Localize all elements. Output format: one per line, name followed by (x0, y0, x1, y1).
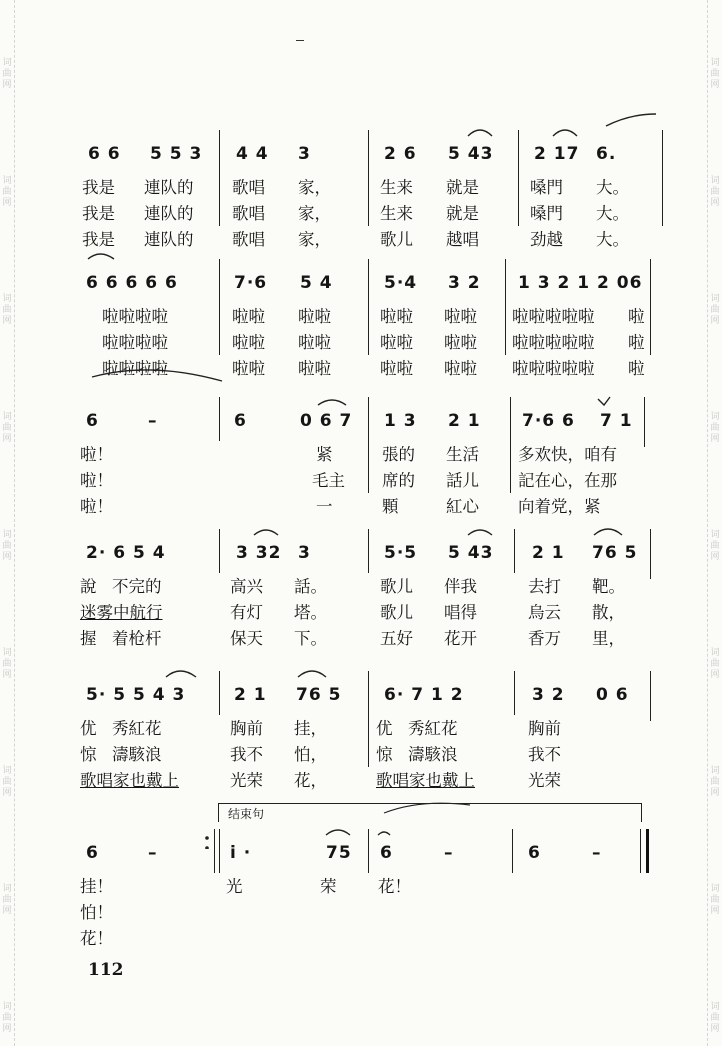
watermark-text: 词 曲 网 (2, 176, 12, 208)
note-group: 6 (86, 411, 99, 431)
note-group: 5 4 (300, 273, 333, 293)
note-group: – (592, 843, 602, 863)
lyric-line (0, 200, 722, 224)
lyric-word: 里， (592, 629, 625, 648)
lyric-word: 連队的 (144, 230, 194, 249)
note-group: 3 32 (236, 543, 282, 563)
lyric-word: 胸前 (230, 719, 263, 738)
watermark-text: 词 曲 网 (710, 1002, 720, 1034)
lyric-word: 下。 (294, 629, 327, 648)
note-group: 5·4 (384, 273, 418, 293)
note-group: 2 1 (448, 411, 481, 431)
slurs-ties (0, 641, 722, 691)
watermark-text: 词 曲 网 (710, 766, 720, 798)
lyric-word: 挂！ (80, 877, 113, 896)
lyric-word: 啦啦 (380, 333, 413, 352)
lyric-word: 大。 (596, 178, 629, 197)
lyric-line (0, 715, 722, 739)
lyric-word: 啦啦 (298, 307, 331, 326)
lyric-word: 向着党，紧 (518, 497, 601, 516)
note-group: 6. (596, 144, 617, 164)
lyric-word: 塔。 (294, 603, 327, 622)
note-group: 5 5 3 (150, 144, 203, 164)
note-group: 5·5 (384, 543, 418, 563)
note-group: 6 (528, 843, 541, 863)
note-group: 5· 5 5 4 3 (86, 685, 186, 705)
lyric-word: 啦啦啦啦 (102, 307, 168, 326)
lyric-word: 濤駭浪 (408, 745, 458, 764)
lyric-word: 話儿 (446, 471, 479, 490)
lyric-word: 歌唱家也戴上 (376, 771, 475, 790)
lyric-word: 啦啦 (232, 333, 265, 352)
lyric-word: 啦啦 (444, 359, 477, 378)
lyric-word: 高兴 (230, 577, 263, 596)
lyric-line (0, 599, 722, 623)
watermark-text: 词 曲 网 (710, 412, 720, 444)
lyric-word: 記在心，在那 (518, 471, 617, 490)
lyric-word: 胸前 (528, 719, 561, 738)
lyric-line (0, 873, 722, 897)
lyric-word: 大。 (596, 204, 629, 223)
lyric-word: 啦 (628, 333, 645, 352)
lyric-word: 歌唱家也戴上 (80, 771, 179, 790)
lyric-word: 大。 (596, 230, 629, 249)
lyric-line (0, 303, 722, 327)
lyric-word: 花！ (378, 877, 411, 896)
slurs-ties (0, 499, 722, 549)
watermark-text: 词 曲 网 (2, 294, 12, 326)
lyric-word: 惊 (80, 745, 97, 764)
lyric-word: 优 (376, 719, 393, 738)
lyric-word: 光荣 (528, 771, 561, 790)
notation-row (0, 543, 722, 569)
lyric-word: 啦啦啦啦啦 (512, 359, 595, 378)
lyric-word: 啦啦啦啦啦 (512, 307, 595, 326)
lyric-word: 伴我 (444, 577, 477, 596)
lyric-word: 优 (80, 719, 97, 738)
note-group: 1 3 (384, 411, 417, 431)
note-group: 76 5 (296, 685, 342, 705)
note-group: – (444, 843, 454, 863)
lyric-word: 歌儿 (380, 603, 413, 622)
ending-label: 结束句 (228, 807, 265, 821)
note-group: 0 6 7 (300, 411, 353, 431)
lyric-word: 啦！ (80, 471, 113, 490)
lyric-word: 啦啦 (380, 307, 413, 326)
lyric-word: 歌唱 (232, 178, 265, 197)
note-group: 2· 6 5 4 (86, 543, 166, 563)
lyric-line (0, 767, 722, 791)
watermark-text: 词 曲 网 (2, 648, 12, 680)
lyric-word: 挂， (294, 719, 327, 738)
note-group: i · (230, 843, 252, 863)
note-group: – (148, 411, 158, 431)
note-group: 5 43 (448, 144, 494, 164)
note-group: 6· 7 1 2 (384, 685, 464, 705)
lyric-word: 光荣 (230, 771, 263, 790)
watermark-text: 词 曲 网 (2, 530, 12, 562)
lyric-word: 紅心 (446, 497, 479, 516)
lyric-word: 紧 (316, 445, 333, 464)
lyric-word: 話。 (294, 577, 327, 596)
note-group: 7 1 (600, 411, 633, 431)
note-group: 3 2 (448, 273, 481, 293)
lyric-word: 啦啦啦啦啦 (512, 333, 595, 352)
lyric-word: 一 (316, 497, 333, 516)
lyric-word: 我是 (82, 178, 115, 197)
slurs (0, 100, 722, 150)
lyric-word: 連队的 (144, 204, 194, 223)
lyric-word: 啦啦 (380, 359, 413, 378)
note-group: 6 (86, 843, 99, 863)
lyric-word: 家， (298, 204, 331, 223)
lyric-line (0, 925, 722, 949)
watermark-text: 词 曲 网 (2, 412, 12, 444)
lyric-word: 靶。 (592, 577, 625, 596)
lyric-line (0, 467, 722, 491)
notation-row (0, 144, 722, 170)
lyric-word: 秀紅花 (112, 719, 162, 738)
lyric-word: 家， (298, 230, 331, 249)
lyric-word: 啦啦 (298, 333, 331, 352)
lyric-word: 顆 (382, 497, 399, 516)
scan-mark (296, 40, 304, 41)
lyric-word: 唱得 (444, 603, 477, 622)
lyric-line (0, 899, 722, 923)
lyric-word: 生来 (380, 204, 413, 223)
lyric-word: 就是 (446, 204, 479, 223)
note-group: 2 1 (234, 685, 267, 705)
watermark-text: 词 曲 网 (710, 648, 720, 680)
lyric-word: 生来 (380, 178, 413, 197)
lyric-word: 啦！ (80, 445, 113, 464)
lyric-word: 光 (226, 877, 243, 896)
lyric-word: 迷雾中航行 (80, 603, 163, 622)
note-group: 4 4 (236, 144, 269, 164)
lyric-word: 劲越 (530, 230, 563, 249)
lyric-word: 越唱 (446, 230, 479, 249)
lyric-line (0, 741, 722, 765)
lyric-word: 啦啦 (232, 359, 265, 378)
note-group: 0 6 (596, 685, 629, 705)
lyric-word: 嗓門 (530, 204, 563, 223)
lyric-word: 啦啦 (298, 359, 331, 378)
lyric-word: 五好 (380, 629, 413, 648)
lyric-word: 歌儿 (380, 230, 413, 249)
lyric-word: 我不 (230, 745, 263, 764)
lyric-word: 香万 (528, 629, 561, 648)
note-group: 7·6 (234, 273, 268, 293)
note-group: 7·6 6 (522, 411, 575, 431)
note-group: 2 17 (534, 144, 580, 164)
notation-row (0, 411, 722, 437)
watermark-text: 词 曲 网 (2, 884, 12, 916)
lyric-word: 啦 (628, 307, 645, 326)
lyric-word: 着枪杆 (112, 629, 162, 648)
lyric-word: 我是 (82, 230, 115, 249)
lyric-line (0, 573, 722, 597)
lyric-word: 秀紅花 (408, 719, 458, 738)
lyric-word: 連队的 (144, 178, 194, 197)
watermark-text: 词 曲 网 (710, 884, 720, 916)
lyric-word: 烏云 (528, 603, 561, 622)
note-group: 3 (298, 144, 311, 164)
lyric-word: 生活 (446, 445, 479, 464)
lyric-line (0, 329, 722, 353)
lyric-word: 毛主 (312, 471, 345, 490)
lyric-word: 惊 (376, 745, 393, 764)
lyric-word: 不完的 (112, 577, 162, 596)
note-group: – (148, 843, 158, 863)
lyric-word: 說 (80, 577, 97, 596)
lyric-line (0, 174, 722, 198)
note-group: 2 6 (384, 144, 417, 164)
lyric-word: 去打 (528, 577, 561, 596)
lyric-word: 怕！ (80, 903, 113, 922)
lyric-word: 握 (80, 629, 97, 648)
notation-row (0, 843, 722, 869)
note-group: 75 (326, 843, 352, 863)
note-group: 6 6 (88, 144, 121, 164)
lyric-word: 歌儿 (380, 577, 413, 596)
watermark-text: 词 曲 网 (710, 176, 720, 208)
watermark-text: 词 曲 网 (710, 58, 720, 90)
lyric-word: 席的 (382, 471, 415, 490)
note-group: 6 (380, 843, 393, 863)
lyric-word: 嗓門 (530, 178, 563, 197)
watermark-text: 词 曲 网 (710, 530, 720, 562)
lyric-word: 啦 (628, 359, 645, 378)
note-group: 76 5 (592, 543, 638, 563)
watermark-text: 词 曲 网 (2, 766, 12, 798)
lyric-word: 啦啦啦啦 (102, 359, 168, 378)
lyric-word: 啦啦 (444, 307, 477, 326)
lyric-word: 就是 (446, 178, 479, 197)
lyric-word: 啦啦 (444, 333, 477, 352)
lyric-word: 張的 (382, 445, 415, 464)
note-group: 3 (298, 543, 311, 563)
note-group: 6 6 6 6 6 (86, 273, 178, 293)
watermark-text: 词 曲 网 (2, 58, 12, 90)
lyric-word: 啦啦 (232, 307, 265, 326)
note-group: 2 1 (532, 543, 565, 563)
lyric-word: 花， (294, 771, 327, 790)
notation-row (0, 685, 722, 711)
watermark-text: 词 曲 网 (710, 294, 720, 326)
slurs-ties (0, 367, 722, 417)
lyric-word: 我不 (528, 745, 561, 764)
notation-row (0, 273, 722, 299)
watermark-text: 词 曲 网 (2, 1002, 12, 1034)
lyric-word: 花！ (80, 929, 113, 948)
slurs-ties (0, 799, 722, 849)
lyric-word: 歌唱 (232, 204, 265, 223)
lyric-word: 啦啦啦啦 (102, 333, 168, 352)
lyric-word: 歌唱 (232, 230, 265, 249)
note-group: 5 43 (448, 543, 494, 563)
note-group: 1 3 2 1 2 06 (518, 273, 643, 293)
note-group: 6 (234, 411, 247, 431)
slurs (0, 229, 722, 279)
lyric-word: 濤駭浪 (112, 745, 162, 764)
lyric-word: 荣 (320, 877, 337, 896)
lyric-word: 怕， (294, 745, 327, 764)
lyric-word: 保天 (230, 629, 263, 648)
lyric-word: 散， (592, 603, 625, 622)
lyric-word: 有灯 (230, 603, 263, 622)
lyric-word: 花开 (444, 629, 477, 648)
lyric-word: 啦！ (80, 497, 113, 516)
page-number: 112 (88, 960, 124, 980)
lyric-word: 多欢快，咱有 (518, 445, 617, 464)
note-group: 3 2 (532, 685, 565, 705)
lyric-line (0, 441, 722, 465)
lyric-word: 家， (298, 178, 331, 197)
lyric-word: 我是 (82, 204, 115, 223)
